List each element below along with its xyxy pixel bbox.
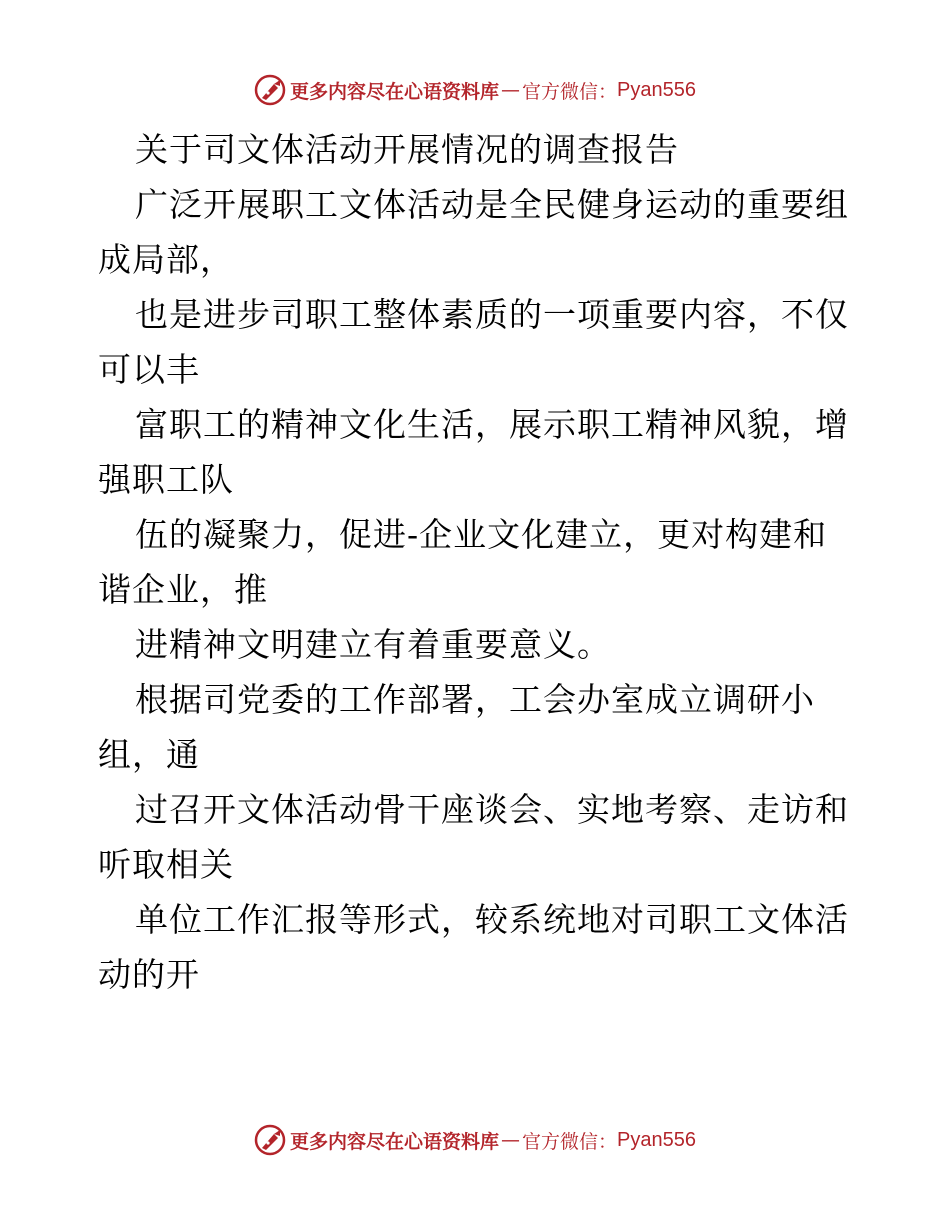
brand-dash: — [501, 79, 521, 101]
footer-watermark [0, 1120, 950, 1160]
paragraph-line: 根据司党委的工作部署，工会办室成立调研小 [135, 680, 815, 719]
brand-dash: — [501, 1129, 521, 1151]
paragraph-line: 动的开 [98, 955, 200, 994]
paragraph-line: 单位工作汇报等形式，较系统地对司职工文体活 [135, 900, 849, 939]
paragraph-line: 广泛开展职工文体活动是全民健身运动的重要组 [135, 185, 849, 224]
paragraph-line: 富职工的精神文化生活，展示职工精神风貌，增 [135, 405, 849, 444]
paragraph-line: 强职工队 [98, 460, 234, 499]
wechat-id: Pyan556 [617, 1128, 696, 1151]
document-title: 关于司文体活动开展情况的调查报告 [135, 130, 679, 169]
wechat-label: 官方微信： [522, 1130, 618, 1153]
paragraph-line: 成局部， [98, 240, 234, 279]
paragraph-line: 听取相关 [98, 845, 234, 884]
paragraph-line: 进精神文明建立有着重要意义。 [135, 625, 611, 664]
paragraph-line: 谐企业，推 [98, 570, 268, 609]
header-watermark [0, 70, 950, 110]
brand-text: 更多内容尽在心语资料库 [290, 1130, 500, 1153]
paragraph-line: 过召开文体活动骨干座谈会、实地考察、走访和 [135, 790, 849, 829]
pen-nib-logo-icon [254, 1124, 286, 1156]
paragraph-line: 伍的凝聚力，促进-企业文化建立，更对构建和 [135, 515, 828, 554]
paragraph-line: 可以丰 [98, 350, 200, 389]
brand-text: 更多内容尽在心语资料库 [290, 80, 500, 103]
paragraph-line: 组，通 [98, 735, 200, 774]
document-body [98, 122, 858, 1002]
wechat-id: Pyan556 [617, 78, 696, 101]
paragraph-line: 也是进步司职工整体素质的一项重要内容，不仅 [135, 295, 849, 334]
wechat-label: 官方微信： [522, 80, 618, 103]
pen-nib-logo-icon [254, 74, 286, 106]
